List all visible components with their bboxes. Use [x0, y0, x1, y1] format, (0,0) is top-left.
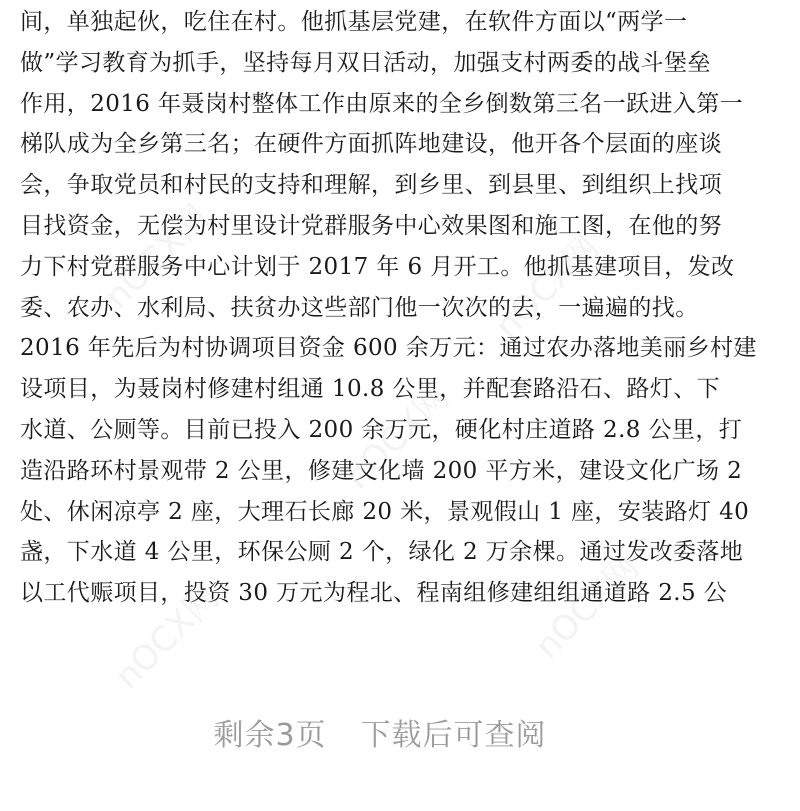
watermark: nOCX网 — [487, 227, 608, 347]
watermark: nOCX网 — [107, 577, 228, 697]
text-line: 盏，下水道 4 公里，环保公厕 2 个，绿化 2 万余棵。通过发改委落地 — [20, 539, 744, 566]
remaining-pages-label: 剩余3页 — [213, 718, 327, 753]
text-line: 作用，2016 年聂岗村整体工作由原来的全乡倒数第三名一跃进入第一 — [20, 90, 744, 117]
text-line: 造沿路环村景观带 2 公里，修建文化墙 200 平方米，建设文化广场 2 — [20, 457, 743, 484]
download-prompt[interactable] — [0, 710, 760, 754]
watermark: nOCX网 — [97, 197, 218, 317]
text-line: 梯队成为全乡第三名；在硬件方面抓阵地建设，他开各个层面的座谈 — [20, 131, 722, 158]
text-line: 设项目，为聂岗村修建村组通 10.8 公里，并配套路沿石、路灯、下 — [20, 376, 721, 403]
text-line: 做”学习教育为抓手，坚持每月双日活动，加强支村两委的战斗堡垒 — [20, 49, 711, 76]
text-line: 目找资金，无偿为村里设计党群服务中心效果图和施工图，在他的努 — [20, 212, 722, 239]
text-line: 处、休闲凉亭 2 座，大理石长廊 20 米，景观假山 1 座，安装路灯 40 — [20, 498, 750, 525]
document-body — [20, 2, 780, 614]
text-line: 委、农办、水利局、扶贫办这些部门他一次次的去，一遍遍的找。 — [20, 294, 699, 321]
text-line: 水道、公厕等。目前已投入 200 余万元，硬化村庄道路 2.8 公里，打 — [20, 416, 743, 443]
watermark: nOCX网 — [337, 377, 458, 497]
watermark: nOCX网 — [527, 547, 648, 667]
text-line: 2016 年先后为村协调项目资金 600 余万元：通过农办落地美丽乡村建 — [20, 335, 757, 362]
text-line: 以工代赈项目，投资 30 万元为程北、程南组修建组组通道路 2.5 公 — [20, 580, 728, 607]
text-line: 力下村党群服务中心计划于 2017 年 6 月开工。他抓基建项目，发改 — [20, 253, 735, 280]
download-to-view-label: 下载后可查阅 — [360, 718, 547, 753]
text-line: 会，争取党员和村民的支持和理解，到乡里、到县里、到组织上找项 — [20, 172, 722, 199]
text-line: 间，单独起伙，吃住在村。他抓基层党建，在软件方面以“两学一 — [20, 9, 688, 35]
